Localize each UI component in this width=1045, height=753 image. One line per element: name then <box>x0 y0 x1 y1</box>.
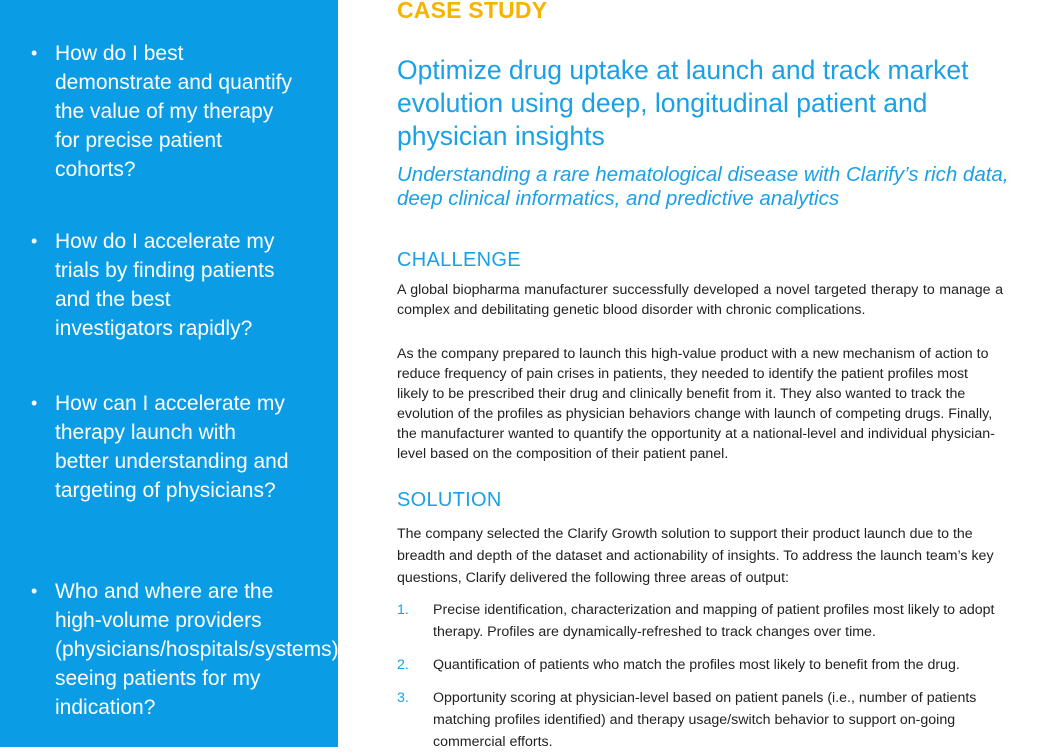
sidebar-panel <box>0 0 338 747</box>
case-study-label: CASE STUDY <box>397 0 548 23</box>
list-item: 2. Quantification of patients who match the profiles most likely to benefit from the drug. <box>397 654 1003 676</box>
sidebar-question: • How can I accelerate my therapy launch with better understanding and targeting of physicians? <box>31 389 293 505</box>
solution-heading: SOLUTION <box>397 489 502 511</box>
bullet-icon: • <box>31 231 38 251</box>
challenge-paragraph-1: A global biopharma manufacturer successfully developed a novel targeted therapy to manage a complex and debilitating genetic blood disorder with chronic complications. <box>397 282 1003 318</box>
list-number: 1. <box>397 602 409 618</box>
page-title: Optimize drug uptake at launch and track market evolution using deep, longitudinal patient and physician insights <box>397 55 969 151</box>
list-item: 3. Opportunity scoring at physician-level based on patient panels (i.e., number of patients matching profiles identified) and therapy usage/switch behavior to support on-going commercial efforts. <box>397 687 1003 753</box>
solution-intro: The company selected the Clarify Growth solution to support their product launch due to the breadth and depth of the dataset and actionability of insights. To address the launch team’s key questions, Clarify delivered the following three areas of output: <box>397 526 994 586</box>
sidebar-question: • Who and where are the high-volume providers (physicians/hospitals/systems) seeing patients for my indication? <box>31 577 293 722</box>
list-number: 2. <box>397 657 409 673</box>
bullet-icon: • <box>31 393 38 413</box>
list-item: 1. Precise identification, characterization and mapping of patient profiles most likely to adopt therapy. Profiles are dynamically-refreshed to track changes over time. <box>397 599 1003 643</box>
bullet-icon: • <box>31 43 38 63</box>
list-number: 3. <box>397 690 409 706</box>
page-subtitle: Understanding a rare hematological disease with Clarify’s rich data, deep clinical informatics, and predictive analytics <box>397 163 1009 210</box>
bullet-icon: • <box>31 581 38 601</box>
challenge-heading: CHALLENGE <box>397 249 521 271</box>
sidebar-question: • How do I accelerate my trials by finding patients and the best investigators rapidly? <box>31 227 293 343</box>
sidebar-question: • How do I best demonstrate and quantify the value of my therapy for precise patient cohorts? <box>31 39 293 184</box>
challenge-paragraph-2: As the company prepared to launch this high-value product with a new mechanism of action to reduce frequency of pain crises in patients, they needed to identify the patient profiles most likely to be prescribed their drug and clinically benefit from it. They also wanted to track the evolution of the profiles as physician behaviors change with launch of competing drugs. Finally, the manufacturer wanted to quantify the opportunity at a national-level and individual physician-level based on the composition of their patient panel. <box>397 346 995 462</box>
